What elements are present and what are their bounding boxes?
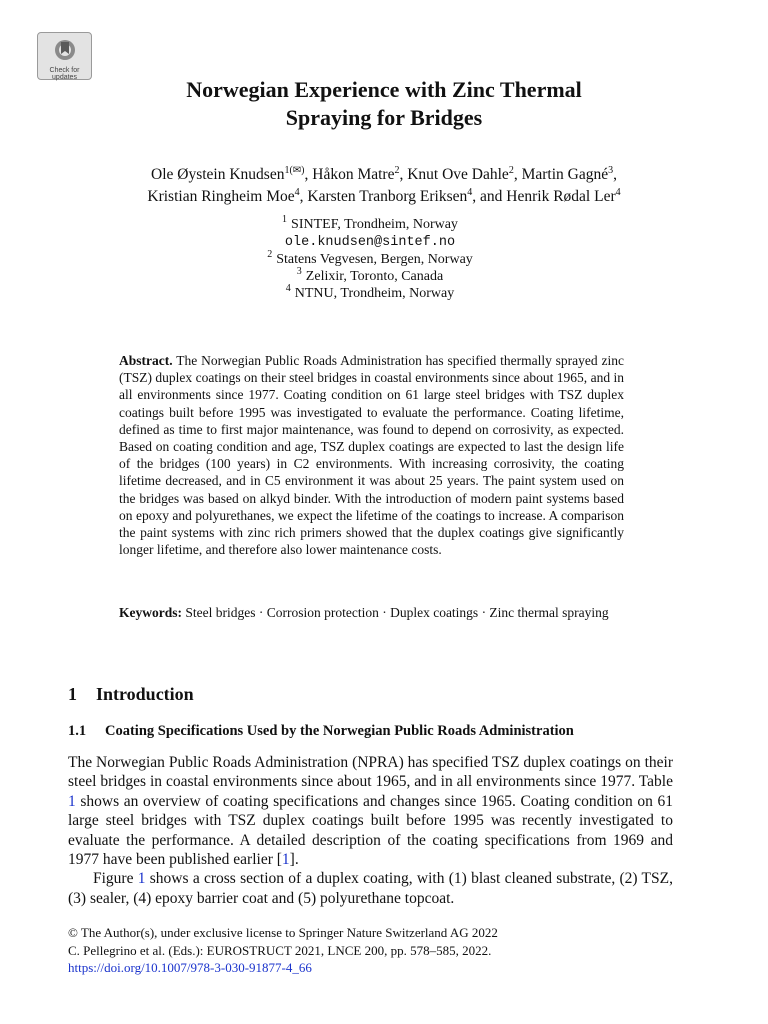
author-name: Knut Ove Dahle — [407, 166, 509, 183]
author-affiliation-mark: 4 — [294, 186, 300, 198]
affiliation-text: SINTEF, Trondheim, Norway — [291, 217, 458, 232]
subsection-number: 1.1 — [68, 723, 87, 739]
paragraph-1 — [68, 753, 673, 869]
paragraph-text: Figure — [93, 870, 138, 888]
copyright-line: © The Author(s), under exclusive license to Springer Nature Switzerland AG 2022 — [68, 925, 498, 940]
keywords-label: Keywords: — [119, 605, 182, 620]
affiliation-3 — [0, 268, 740, 285]
subsection-heading — [68, 722, 574, 740]
citation-link[interactable]: 1 — [281, 851, 290, 869]
corresponding-email[interactable] — [0, 233, 740, 251]
footer — [68, 924, 498, 977]
affiliation-1 — [0, 216, 740, 233]
paragraph-text: shows an overview of coating specifications and changes since 1965. Coating condition on 61 large steel bridges with TSZ duplex coatings built before 1995 was recently investigated to evaluate the performance. A detailed description of the coating specifications from 1969 and 1977 have been published earlier [ — [68, 792, 673, 869]
keywords — [119, 604, 624, 621]
body-text — [68, 753, 673, 908]
author-conjunction: and — [480, 188, 507, 205]
affiliation-number: 4 — [285, 283, 291, 295]
paragraph-text: The Norwegian Public Roads Administration (NPRA) has specified TSZ duplex coatings on their steel bridges in coastal environments since about 1965, and in all environments since 1977. Table — [68, 754, 673, 791]
author-separator: , — [513, 166, 522, 183]
table-reference-link[interactable]: 1 — [68, 792, 76, 810]
author-affiliation-mark: 2 — [394, 164, 400, 176]
bookmark-ribbon-icon — [52, 38, 78, 62]
paragraph-text: ]. — [289, 851, 299, 869]
paragraph-text: shows a cross section of a duplex coating, with (1) blast cleaned substrate, (2) TSZ, (3) sealer, (4) epoxy barrier coat and (5) polyurethane topcoat. — [68, 870, 673, 907]
section-number: 1 — [68, 684, 77, 704]
author-separator: , — [613, 166, 617, 183]
paragraph-2 — [68, 869, 673, 908]
author-name: Karsten Tranborg Eriksen — [307, 188, 468, 205]
author-affiliation-mark: 4 — [467, 186, 473, 198]
title-line-2: Spraying for Bridges — [285, 105, 483, 130]
affiliation-text: Zelixir, Toronto, Canada — [305, 269, 444, 284]
abstract-text: The Norwegian Public Roads Administration has specified thermally sprayed zinc (TSZ) duplex coatings on their steel bridges in coastal environments since about 1965, and in all environments since 1977. Coating condition on 61 large steel bridges with TSZ duplex coatings built before 1995 was investigated to evaluate the performance. Coating lifetime, defined as time to first major maintenance, was found to depend on corrosivity, as expected. Based on coating condition and age, TSZ duplex coatings are expected to last the design life of the bridges (100 years) in C2 environments. With increasing corrosivity, the coating lifetime decreased, and in C5 environment it was about 25 years. The paint system used on the bridges was based on alkyd binder. With the introduction of modern paint systems based on epoxy and polyurethanes, we expect the lifetime of the coatings to increase. A comparison the paint systems with zinc rich primers showed that the duplex coatings give significantly longer lifetime, and therefore also lower maintenance costs. — [119, 353, 624, 558]
author-name: Martin Gagné — [521, 166, 609, 183]
email-address[interactable]: ole.knudsen@sintef.no — [284, 235, 456, 250]
affiliation-number: 1 — [282, 214, 288, 226]
affiliation-text: NTNU, Trondheim, Norway — [294, 286, 455, 301]
author-affiliation-mark: 2 — [508, 164, 514, 176]
author-separator: , — [472, 188, 481, 205]
affiliations — [0, 216, 740, 302]
author-separator: , — [304, 166, 313, 183]
title-line-1: Norwegian Experience with Zinc Thermal — [186, 77, 582, 102]
figure-reference-link[interactable]: 1 — [137, 870, 146, 888]
citation-line: C. Pellegrino et al. (Eds.): EUROSTRUCT 2021, LNCE 200, pp. 578–585, 2022. — [68, 942, 492, 958]
author-name: Ole Øystein Knudsen — [151, 166, 285, 183]
badge-label-line1: Check for — [49, 67, 80, 74]
affiliation-number: 2 — [267, 249, 273, 261]
keywords-text: Steel bridges · Corrosion protection · Duplex coatings · Zinc thermal spraying — [185, 605, 609, 620]
section-heading — [68, 683, 194, 705]
abstract-label: Abstract. — [119, 353, 173, 368]
doi-link[interactable]: https://doi.org/10.1007/978-3-030-91877-4_66 — [68, 960, 312, 975]
check-for-updates-badge[interactable] — [37, 32, 92, 80]
author-separator: , — [399, 166, 408, 183]
author-name: Håkon Matre — [312, 166, 395, 183]
author-name: Kristian Ringheim Moe — [147, 188, 295, 205]
section-title: Introduction — [96, 684, 194, 704]
paper-title — [0, 76, 768, 132]
affiliation-number: 3 — [296, 266, 302, 278]
author-name: Henrik Rødal Ler — [506, 188, 616, 205]
abstract — [119, 352, 624, 558]
author-list — [60, 164, 708, 208]
subsection-title: Coating Specifications Used by the Norwegian Public Roads Administration — [105, 723, 574, 739]
author-affiliation-mark: 4 — [615, 186, 621, 198]
author-affiliation-mark[interactable]: 1(✉) — [284, 164, 305, 176]
author-affiliation-mark: 3 — [608, 164, 614, 176]
badge-label-line2: updates — [52, 74, 77, 81]
author-separator: , — [299, 188, 308, 205]
affiliation-text: Statens Vegvesen, Bergen, Norway — [276, 252, 473, 267]
affiliation-2 — [0, 251, 740, 268]
affiliation-4 — [0, 285, 740, 302]
